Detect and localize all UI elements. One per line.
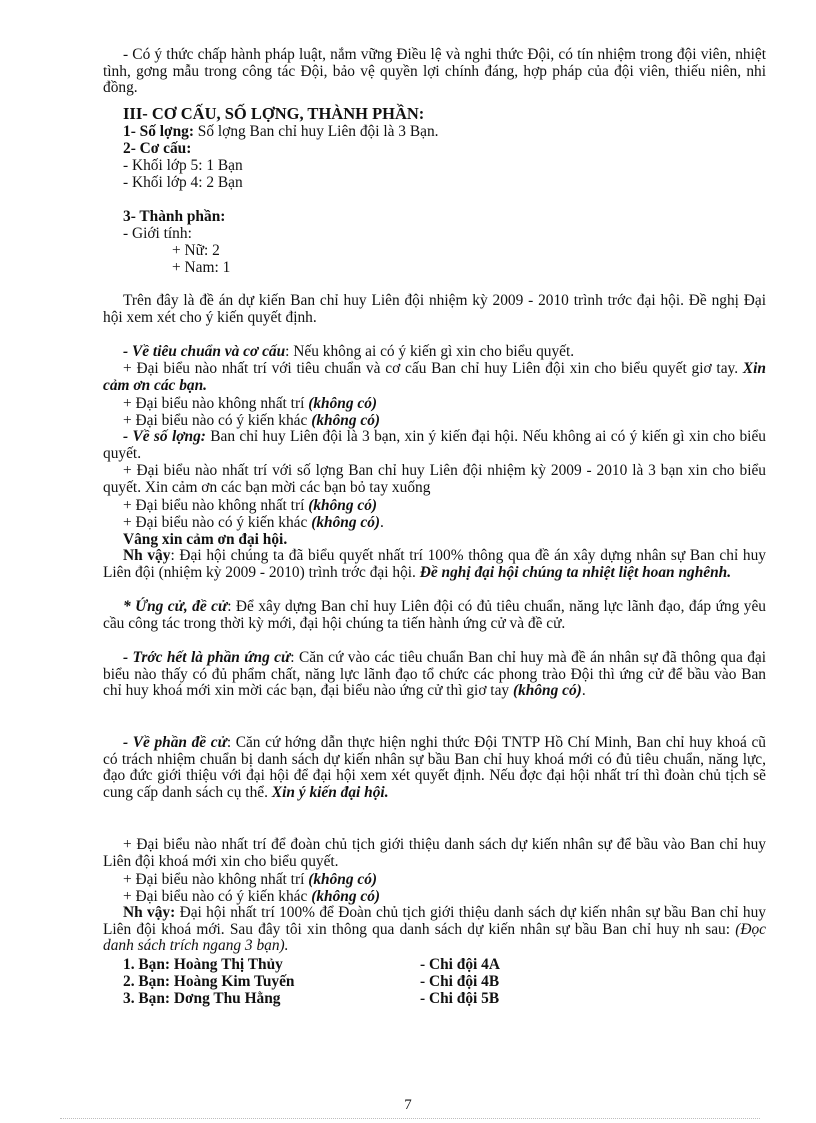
- standards-vote-text: + Đại biểu nào nhất trí với tiêu chuẩn và cơ cấu Ban chỉ huy Liên đội xin cho biểu quyết giơ tay.: [123, 360, 743, 377]
- conclusion-applause: Đề nghị đại hội chúng ta nhiệt liệt hoan nghênh.: [419, 563, 732, 581]
- candidate-2-name: 2. Bạn: Hoàng Kim Tuyến: [123, 973, 295, 990]
- referral-label: - Về phần đề cử: [123, 734, 227, 751]
- structure-grade4: - Khối lớp 4: 2 Bạn: [123, 174, 243, 191]
- standards-vote-thanks: Xin cảm ơn các bạn.: [103, 360, 766, 394]
- standards-label: - Về tiêu chuẩn và cơ cấu: [123, 343, 286, 360]
- conclusion-text: : Đại hội chúng ta đã biểu quyết nhất trí 100% thông qua đề án xây dựng nhân sự Ban chỉ huy Liên đội (nhiệm kỳ 2009 - 2010) trình trớc đại hội.: [103, 547, 766, 581]
- paragraph-quantity: [103, 429, 766, 462]
- paragraph-presidium-vote: + Đại biểu nào nhất trí để đoàn chủ tịch giới thiệu danh sách dự kiến nhân sự để bầu vào Ban chỉ huy Liên đội khoá mới xin cho biểu quyết.: [103, 836, 766, 870]
- no-one-4: (không có): [311, 514, 381, 531]
- paragraph-self-nomination: - Trớc hết là phần ứng cử: Căn cứ vào các tiêu chuẩn Ban chỉ huy mà đề án nhân sự đã thông qua đại biểu nào thấy có đủ phẩm chất, năng lực lãnh đạo tổ chức các phong trào Đội thì ứng cử để bầu vào Ban chỉ huy khoá mới xin mời các bạn, đại biểu nào ứng cử thì giơ tay (không có).: [103, 649, 767, 700]
- final-label: Nh vậy:: [123, 904, 176, 921]
- disagree-line-3: + Đại biểu nào không nhất trí (không có): [123, 871, 378, 888]
- item-quantity-label: 1- Số lợng:: [123, 123, 194, 140]
- structure-grade5: - Khối lớp 5: 1 Bạn: [123, 157, 243, 174]
- quantity-label: - Về số lợng:: [123, 428, 206, 445]
- candidate-2-unit: - Chi đội 4B: [420, 973, 500, 990]
- paragraph-referral: [103, 735, 766, 801]
- self-nomination-label: - Trớc hết là phần ứng cử: [123, 649, 291, 666]
- standards-text: : Nếu không ai có ý kiến gì xin cho biểu quyết.: [285, 343, 575, 360]
- paragraph-standards: [103, 344, 766, 361]
- paragraph-intro: Trên đây là đề án dự kiến Ban chỉ huy Liên đội nhiệm kỳ 2009 - 2010 trình trớc đại hội. Đề nghị Đại hội xem xét cho ý kiến quyết định.: [103, 292, 766, 326]
- candidate-1-unit: - Chi đội 4A: [420, 956, 500, 973]
- other-opinion-line-2: + Đại biểu nào có ý kiến khác (không có).: [123, 514, 384, 531]
- item-quantity-text: Số lợng Ban chỉ huy Liên đội là 3 Bạn.: [193, 123, 439, 140]
- quantity-text: Ban chỉ huy Liên đội là 3 bạn, xin ý kiến đại hội. Nếu không ai có ý kiến gì xin cho biểu quyết.: [103, 428, 766, 462]
- no-one-6: (không có): [308, 871, 378, 888]
- candidate-3-name: 3. Bạn: Dơng Thu Hằng: [123, 990, 281, 1007]
- section-3-heading: III- CƠ CẤU, SỐ LỢNG, THÀNH PHẦN:: [123, 104, 425, 123]
- paragraph-standards-vote: [103, 361, 766, 394]
- paragraph-qualities: - Có ý thức chấp hành pháp luật, nắm vững Điều lệ và nghi thức Đội, có tín nhiệm trong đội viên, nhiệt tình, gơng mẫu trong công tác Đội, bảo vệ quyền lợi chính đáng, hợp pháp của đội viên, thiếu niên, nhi đồng.: [103, 46, 766, 97]
- composition-gender: - Giới tính:: [123, 225, 192, 242]
- paragraph-nomination: [103, 599, 766, 632]
- nomination-label: * Ứng cử, đề cử: [123, 598, 228, 615]
- referral-text: : Căn cứ hớng dẫn thực hiện nghi thức Đội TNTP Hồ Chí Minh, Ban chỉ huy khoá cũ có trách nhiệm chuẩn bị danh sách dự kiến nhân sự bầu Ban chỉ huy khoá mới có đủ tiêu chuẩn, năng lực, đạo đức giới thiệu với đại hội để đại hội xem xét quyết định. Nếu đợc đại hội nhất trí thì đoàn chủ tịch sẽ cung cấp danh sách cụ thể.: [103, 734, 766, 801]
- referral-ask: Xin ý kiến đại hội.: [271, 783, 389, 801]
- paragraph-conclusion: [103, 548, 766, 581]
- no-one-7: (không có): [311, 888, 381, 905]
- disagree-line-1: + Đại biểu nào không nhất trí (không có): [123, 395, 378, 412]
- no-one-1: (không có): [308, 395, 378, 412]
- self-nomination-text: : Căn cứ vào các tiêu chuẩn Ban chỉ huy mà đề án nhân sự đã thông qua đại biểu nào thấy có đủ phẩm chất, năng lực lãnh đạo tổ chức các phong trào Đội thì ứng cử để bầu vào Ban chỉ huy khoá mới xin mời các bạn, đại biểu nào ứng cử thì giơ tay: [103, 649, 767, 700]
- final-text: Đại hội nhất trí 100% để Đoàn chủ tịch giới thiệu danh sách dự kiến nhân sự bầu Ban chỉ huy Liên đội khoá mới. Sau đây tôi xin thông qua danh sách dự kiến nhân sự bầu Ban chỉ huy nh sau:: [103, 904, 767, 938]
- final-italic-note: (Đọc danh sách trích ngang 3 bạn).: [103, 920, 766, 955]
- footer-divider: [60, 1118, 760, 1119]
- conclusion-label: Nh vậy: [123, 547, 171, 564]
- no-one-2: (không có): [311, 412, 381, 429]
- nomination-text: : Để xây dựng Ban chỉ huy Liên đội có đủ tiêu chuẩn, năng lực lãnh đạo, đáp ứng yêu cầu công tác trong thời kỳ mới, đại hội chúng ta tiến hành ứng cử và đề cử.: [103, 598, 766, 632]
- disagree-line-2: + Đại biểu nào không nhất trí (không có): [123, 497, 378, 514]
- paragraph-quantity-vote: + Đại biểu nào nhất trí với số lợng Ban chỉ huy Liên đội nhiệm kỳ 2009 - 2010 là 3 bạn xin cho biểu quyết. Xin cảm ơn các bạn mời các bạn bỏ tay xuống: [103, 462, 766, 496]
- composition-female: + Nữ: 2: [172, 242, 220, 259]
- page-number: 7: [404, 1097, 412, 1113]
- candidate-3-unit: - Chi đội 5B: [420, 990, 500, 1007]
- item-composition-label: 3- Thành phần:: [123, 208, 226, 225]
- item-structure-label: 2- Cơ cấu:: [123, 140, 192, 157]
- no-one-3: (không có): [308, 497, 378, 514]
- no-one-5: (không có): [512, 682, 582, 700]
- item-quantity: [123, 123, 438, 140]
- other-opinion-line-3: + Đại biểu nào có ý kiến khác (không có): [123, 888, 381, 905]
- other-opinion-line-1: + Đại biểu nào có ý kiến khác (không có): [123, 412, 381, 429]
- composition-male: + Nam: 1: [172, 259, 231, 276]
- candidate-1-name: 1. Bạn: Hoàng Thị Thủy: [123, 956, 283, 973]
- thanks-congress: Vâng xin cảm ơn đại hội.: [123, 531, 288, 548]
- paragraph-final: [103, 905, 766, 955]
